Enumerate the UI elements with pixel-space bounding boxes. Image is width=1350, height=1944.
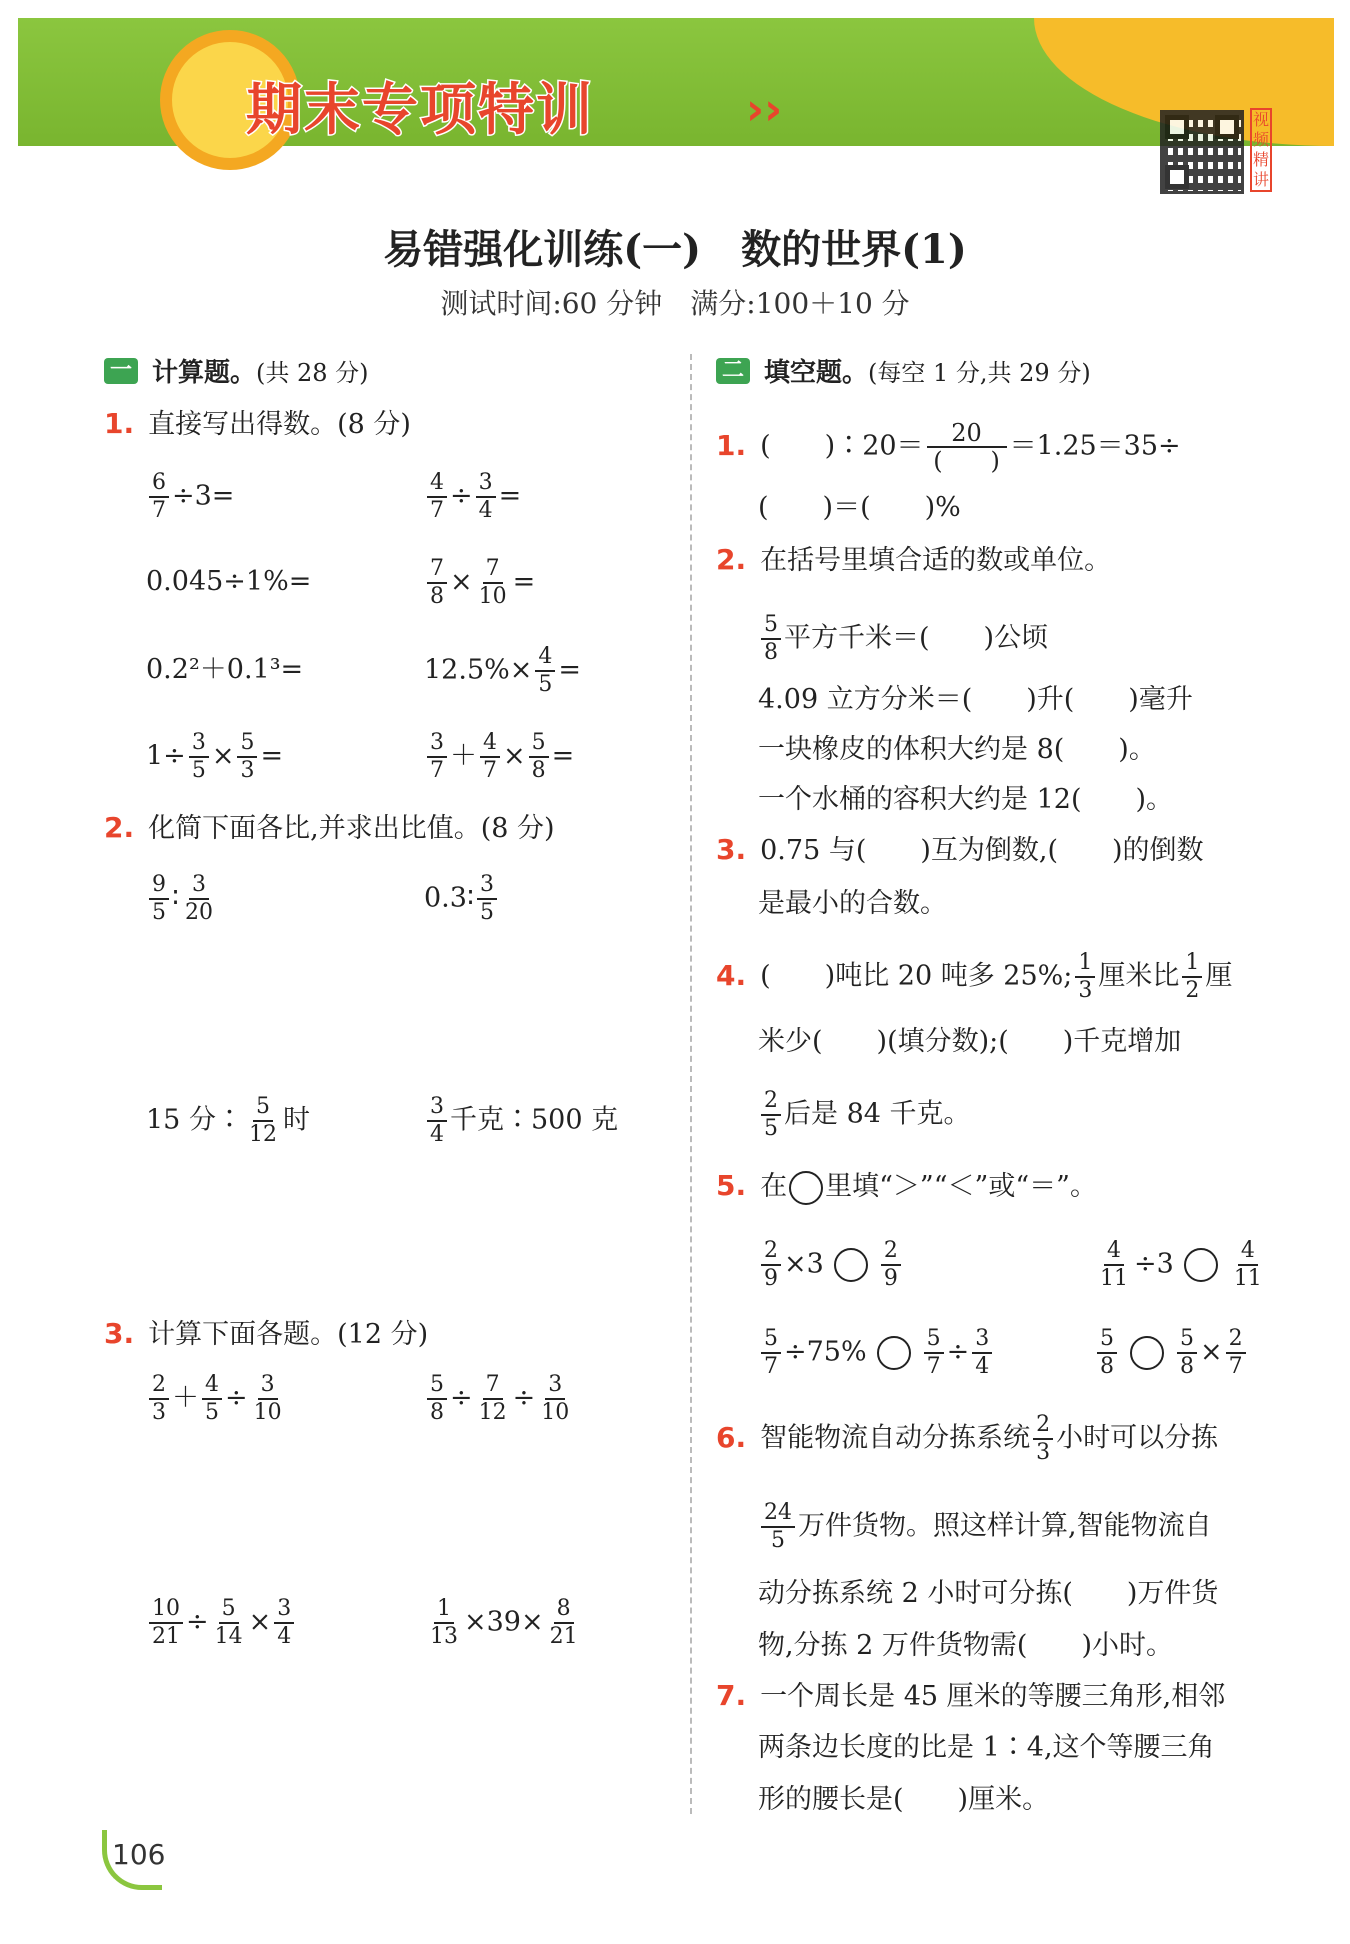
calc-3c: $\frac{10}{21}$ ÷ $\frac{5}{14}$ × $\frac{3}{4}$	[146, 1596, 297, 1650]
fill-question-6: 6. 智能物流自动分拣系统 $\frac{2}{3}$ 小时可以分拣	[716, 1412, 1219, 1465]
expr-1f: 12.5%× $\frac{4}{5}$ =	[424, 644, 582, 697]
fill-2-line2: 4.09 立方分米＝( )升( )毫升	[758, 684, 1193, 715]
compare-circle-icon[interactable]	[877, 1336, 911, 1370]
ratio-2a: $\frac{9}{5}$ ∶ $\frac{3}{20}$	[146, 872, 219, 926]
fill-7-line2: 两条边长度的比是 1∶4,这个等腰三角	[758, 1732, 1215, 1763]
section-note: (每空 1 分,共 29 分)	[868, 359, 1091, 387]
question-2: 2. 化简下面各比,并求出比值。(8 分)	[104, 811, 555, 844]
banner-arrows-icon: ››	[746, 84, 783, 135]
page-number: 106	[112, 1838, 166, 1871]
fill-2-line4: 一个水桶的容积大约是 12( )。	[758, 784, 1174, 815]
qr-label: 视频精讲	[1250, 108, 1272, 192]
expr-1h: $\frac{3}{7}$ ＋ $\frac{4}{7}$ × $\frac{5}{8}$ =	[424, 730, 574, 784]
qr-code[interactable]	[1160, 110, 1244, 194]
fill-question-2: 2. 在括号里填合适的数或单位。	[716, 543, 1112, 576]
fill-question-4: 4. ( )吨比 20 吨多 25%; $\frac{1}{3}$ 厘米比 $\frac{1}{2}$ 厘	[716, 950, 1233, 1003]
fill-question-1-line2: ( )＝( )%	[758, 492, 961, 523]
fill-2-line3: 一块橡皮的体积大约是 8( )。	[758, 734, 1156, 765]
fill-6-line2: $\frac{24}{5}$ 万件货物。照这样计算,智能物流自	[758, 1500, 1212, 1554]
compare-5b: $\frac{4}{11}$ ÷3 $\frac{4}{11}$	[1100, 1238, 1262, 1291]
fill-4-line3: $\frac{2}{5}$ 后是 84 千克。	[758, 1088, 971, 1142]
expr-1e: 0.2²＋0.1³=	[146, 654, 304, 685]
ratio-2d: $\frac{3}{4}$ 千克∶500 克	[424, 1094, 618, 1148]
column-divider	[690, 354, 692, 1814]
fill-2-line1: $\frac{5}{8}$ 平方千米＝( )公顷	[758, 612, 1048, 666]
calc-3d: $\frac{1}{13}$ ×39× $\frac{8}{21}$	[430, 1596, 578, 1649]
fill-question-1: 1. ( )∶20＝ $\frac{20}{( )}$ ＝1.25＝35÷	[716, 419, 1181, 475]
fill-question-7: 7. 一个周长是 45 厘米的等腰三角形,相邻	[716, 1679, 1226, 1712]
expr-1g: 1÷ $\frac{3}{5}$ × $\frac{5}{3}$ =	[146, 730, 284, 783]
fill-6-line3: 动分拣系统 2 小时可分拣( )万件货	[758, 1578, 1219, 1609]
calc-3b: $\frac{5}{8}$ ÷ $\frac{7}{12}$ ÷ $\frac{3}{10}$	[424, 1372, 575, 1426]
section-badge: 二	[716, 358, 750, 384]
question-number: 1.	[104, 407, 135, 440]
banner-title: 期末专项特训	[246, 78, 594, 143]
question-1	[104, 404, 411, 445]
section-note: (共 28 分)	[256, 359, 369, 387]
section-badge: 一	[104, 358, 138, 384]
compare-5a: $\frac{2}{9}$ ×3 $\frac{2}{9}$	[758, 1238, 904, 1292]
section-1-header	[104, 352, 369, 389]
fill-7-line3: 形的腰长是( )厘米。	[758, 1784, 1050, 1815]
calc-3a: $\frac{2}{3}$ ＋ $\frac{4}{5}$ ÷ $\frac{3}{10}$	[146, 1372, 288, 1426]
expr-1b: $\frac{4}{7}$ ÷ $\frac{3}{4}$ =	[424, 470, 521, 524]
fill-4-line2: 米少( )(填分数);( )千克增加	[758, 1026, 1182, 1057]
compare-circle-icon	[789, 1171, 823, 1205]
fill-6-line4: 物,分拣 2 万件货物需( )小时。	[758, 1630, 1173, 1661]
compare-5c: $\frac{5}{7}$ ÷75% $\frac{5}{7}$ ÷ $\frac{3}{4}$	[758, 1326, 995, 1380]
fill-question-5: 5. 在 里填“＞”“＜”或“＝”。	[716, 1166, 1097, 1207]
fill-question-3: 3. 0.75 与( )互为倒数,( )的倒数	[716, 833, 1204, 866]
ratio-2c: 15 分∶ $\frac{5}{12}$ 时	[146, 1094, 310, 1147]
section-2-header	[716, 352, 1091, 389]
compare-circle-icon[interactable]	[1130, 1336, 1164, 1370]
section-title: 填空题。	[764, 358, 869, 388]
expr-1d: $\frac{7}{8}$ × $\frac{7}{10}$ =	[424, 556, 535, 610]
question-text: 直接写出得数。(8 分)	[148, 409, 411, 440]
expr-1c: 0.045÷1%=	[146, 566, 312, 597]
section-title: 计算题。	[152, 358, 257, 388]
compare-5d: $\frac{5}{8}$ $\frac{5}{8}$ × $\frac{2}{7}$	[1094, 1326, 1249, 1380]
fill-3-line2: 是最小的合数。	[758, 888, 947, 919]
page-subtitle: 测试时间:60 分钟 满分:100＋10 分	[440, 287, 910, 320]
compare-circle-icon[interactable]	[834, 1248, 868, 1282]
compare-circle-icon[interactable]	[1184, 1248, 1218, 1282]
question-3: 3. 计算下面各题。(12 分)	[104, 1317, 429, 1350]
ratio-2b: 0.3∶ $\frac{3}{5}$	[424, 872, 500, 926]
expr-1a: $\frac{6}{7}$ ÷3=	[146, 470, 234, 524]
page-title: 易错强化训练(一) 数的世界(1)	[383, 226, 967, 273]
